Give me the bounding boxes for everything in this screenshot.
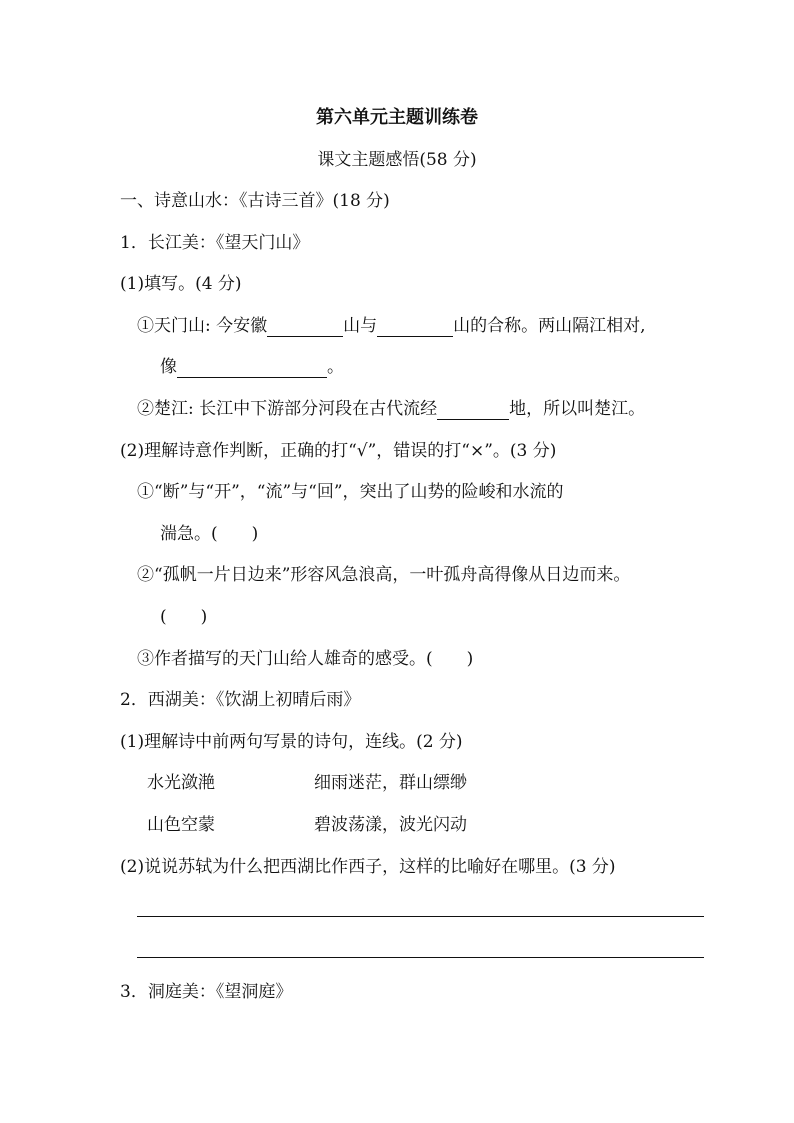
q1-heading: 1．长江美：《望天门山》 bbox=[120, 233, 310, 253]
match-right-item[interactable]: 碧波荡漾，波光闪动 bbox=[314, 815, 467, 835]
answer-line[interactable] bbox=[137, 957, 704, 958]
item-b-suffix: 地，所以叫楚江。 bbox=[509, 399, 646, 419]
item-a-prefix: ①天门山: 今安徽 bbox=[137, 316, 268, 336]
item-a-suffix: 山的合称。两山隔江相对, bbox=[453, 316, 646, 336]
match-left-item[interactable]: 水光潋滟 bbox=[147, 773, 215, 793]
match-right-item[interactable]: 细雨迷茫，群山缥缈 bbox=[314, 773, 467, 793]
q1-part2-item-b-line1: ②“孤帆一片日边来”形容风急浪高，一叶孤舟高得像从日边而来。 bbox=[137, 565, 631, 585]
q2-heading: 2．西湖美：《饮湖上初晴后雨》 bbox=[120, 690, 361, 710]
answer-blank[interactable] bbox=[267, 318, 343, 337]
answer-blank[interactable] bbox=[377, 318, 453, 337]
item-a-line2-prefix: 像 bbox=[160, 357, 177, 377]
answer-blank[interactable] bbox=[437, 401, 509, 420]
page-subtitle: 课文主题感悟(58 分) bbox=[317, 150, 477, 170]
match-left-item[interactable]: 山色空蒙 bbox=[147, 815, 215, 835]
answer-line[interactable] bbox=[137, 916, 704, 917]
q1-part2-item-b-line2[interactable]: ( ) bbox=[160, 607, 208, 627]
item-a-mid: 山与 bbox=[343, 316, 378, 336]
q2-part2-label: (2)说说苏轼为什么把西湖比作西子，这样的比喻好在哪里。(3 分) bbox=[120, 857, 616, 877]
q1-part1-item-a-line2 bbox=[160, 356, 344, 378]
page-title: 第六单元主题训练卷 bbox=[316, 107, 478, 128]
q3-heading: 3．洞庭美：《望洞庭》 bbox=[120, 982, 293, 1002]
item-a-line2-suffix: 。 bbox=[327, 357, 344, 377]
q1-part2-item-c[interactable]: ③作者描写的天门山给人雄奇的感受。( ) bbox=[137, 649, 474, 669]
q1-part2-label: (2)理解诗意作判断，正确的打“√”，错误的打“×”。(3 分) bbox=[120, 441, 557, 461]
item-b-prefix: ②楚江: 长江中下游部分河段在古代流经 bbox=[137, 399, 438, 419]
q2-part1-label: (1)理解诗中前两句写景的诗句，连线。(2 分) bbox=[120, 732, 463, 752]
q1-part1-item-a bbox=[137, 315, 646, 337]
q1-part1-item-b bbox=[137, 398, 645, 420]
q1-part2-item-a-line1: ①“断”与“开”，“流”与“回”，突出了山势的险峻和水流的 bbox=[137, 482, 564, 502]
answer-blank[interactable] bbox=[177, 359, 327, 378]
q1-part2-item-a-line2[interactable]: 湍急。( ) bbox=[160, 524, 259, 544]
q1-part1-label: (1)填写。(4 分) bbox=[120, 274, 242, 294]
section1-heading: 一、诗意山水：《古诗三首》(18 分) bbox=[120, 191, 390, 211]
